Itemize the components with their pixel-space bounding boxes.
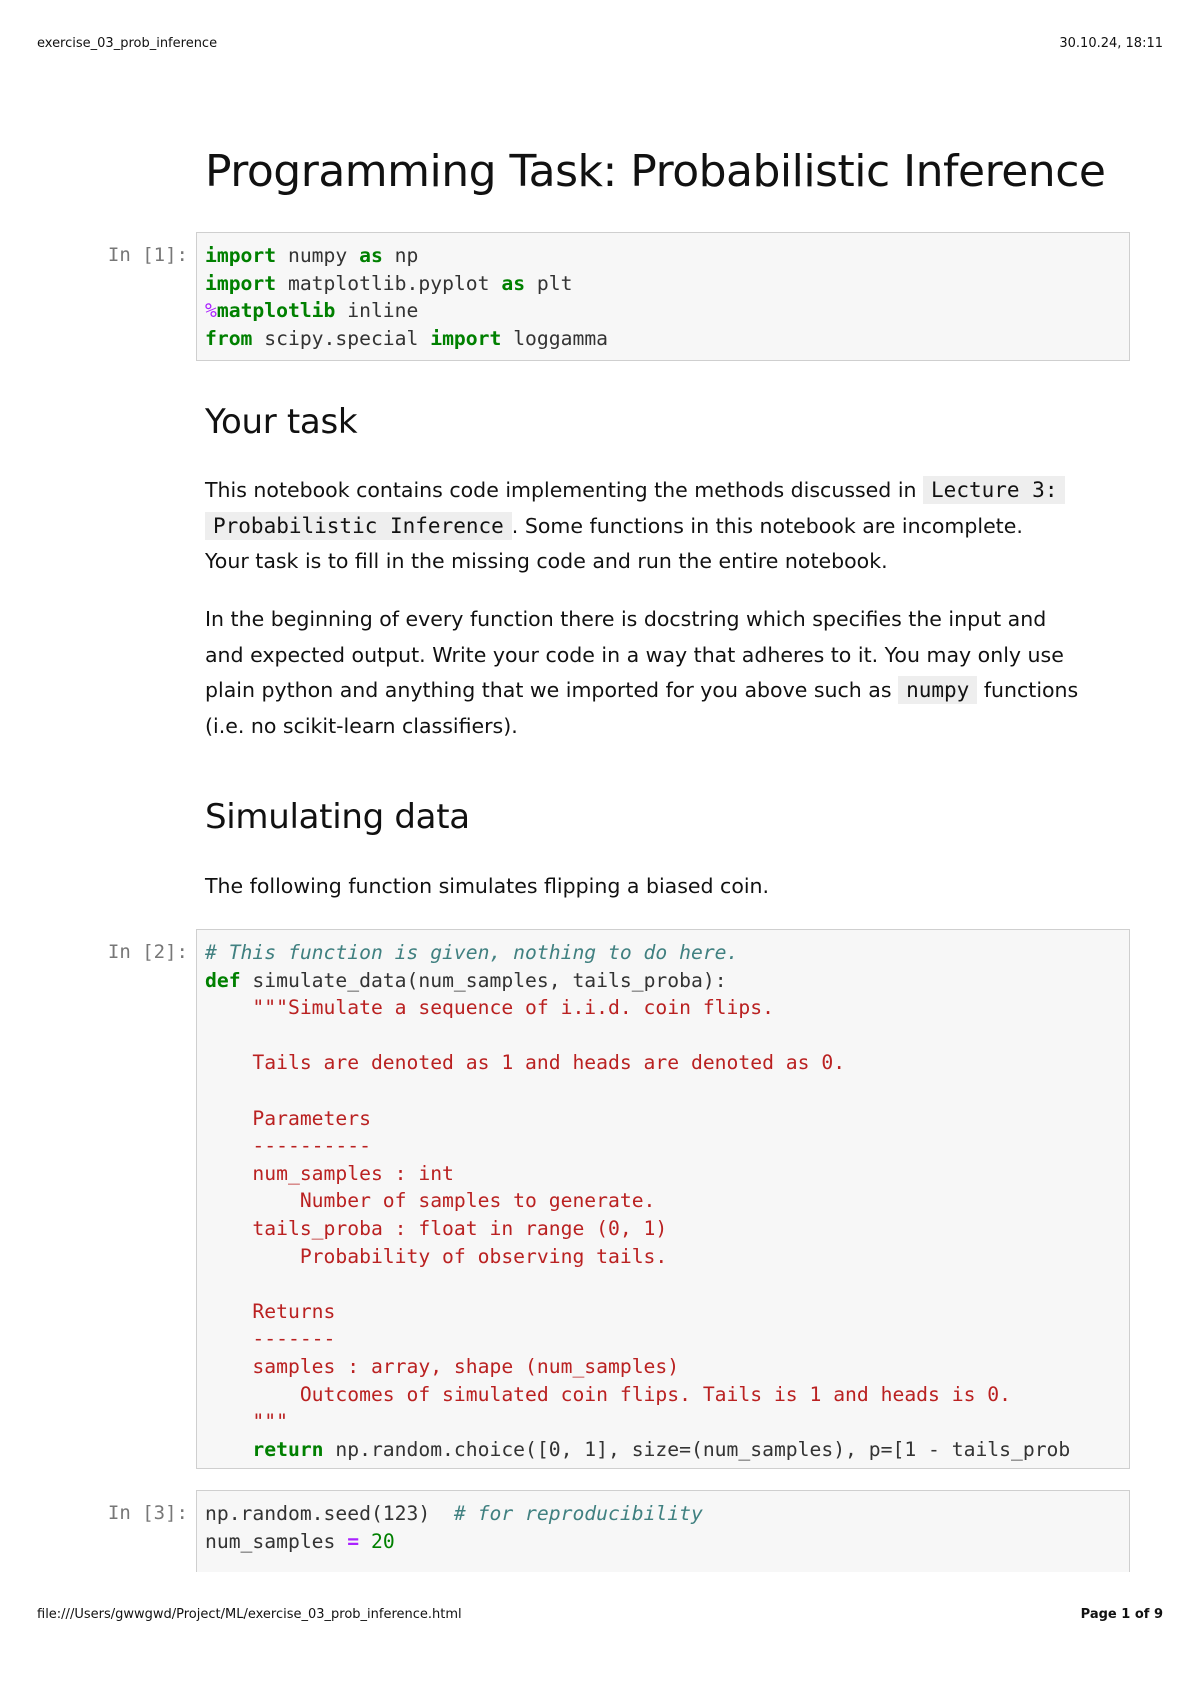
task-paragraph-2 (205, 602, 1105, 744)
code-text: inline (335, 299, 419, 323)
text: (i.e. no scikit-learn classifiers). (205, 713, 518, 738)
kw: from (205, 326, 253, 350)
code-text: numpy (276, 244, 360, 267)
code-comment: # This function is given, nothing to do here. (205, 941, 739, 964)
code-text: np.random.seed(123) (205, 1502, 431, 1525)
docstring-line: ------- (205, 1327, 336, 1351)
code-text: num_samples (205, 1529, 348, 1553)
task-paragraph-1 (205, 473, 1105, 580)
text: functions (977, 678, 1079, 702)
magic-name: matplotlib (216, 299, 336, 323)
kw: return (205, 1437, 324, 1461)
heading-simulating-data: Simulating data (205, 797, 470, 837)
docstring-line: Outcomes of simulated coin flips. Tails is 1 and heads is 0. (205, 1382, 1011, 1406)
text: . Some functions in this notebook are incomplete. (511, 513, 1023, 538)
print-header-filename: exercise_03_prob_inference (37, 36, 218, 51)
cell-prompt-2: In [2]: (107, 941, 188, 963)
cell-prompt-3: In [3]: (107, 1502, 188, 1524)
docstring-line: """ (205, 1410, 288, 1434)
inline-code-numpy: numpy (898, 676, 977, 704)
docstring-line: ---------- (205, 1134, 371, 1158)
kw: as (501, 271, 526, 295)
text: plain python and anything that we imported for you above such as (205, 678, 899, 702)
number: 20 (359, 1529, 395, 1553)
print-header (37, 36, 1163, 51)
docstring-line: Probability of observing tails. (205, 1244, 668, 1268)
docstring-line: Number of samples to generate. (205, 1189, 656, 1213)
docstring-line: samples : array, shape (num_samples) (205, 1354, 680, 1378)
docstring-line: tails_proba : float in range (0, 1) (205, 1216, 668, 1240)
code-cell-2[interactable] (196, 929, 1130, 1469)
print-footer-path: file:///Users/gwwgwd/Project/ML/exercise_03_prob_inference.html (37, 1607, 462, 1622)
return-expression: np.random.choice([0, 1], size=(num_samples), p=[1 - tails_prob (323, 1437, 1071, 1461)
code-block-2 (197, 930, 1129, 1463)
code-text: matplotlib.pyplot (276, 271, 502, 295)
kw: import (430, 326, 502, 350)
docstring-line: """Simulate a sequence of i.i.d. coin flips. (205, 996, 774, 1020)
docstring-line: Tails are denoted as 1 and heads are denoted as 0. (205, 1051, 846, 1075)
kw: as (359, 244, 383, 267)
page-number: Page 1 of 9 (1080, 1607, 1163, 1622)
kw: def (205, 968, 241, 992)
inline-code-topic: Probabilistic Inference (205, 512, 512, 540)
code-comment: # for reproducibility (430, 1502, 703, 1525)
text: Your task is to fill in the missing code and run the entire notebook. (205, 549, 888, 573)
code-text: np (382, 244, 419, 267)
print-footer (37, 1607, 1163, 1622)
sim-paragraph: The following function simulates flipping a biased coin. (205, 874, 770, 898)
docstring-line: Parameters (205, 1106, 371, 1130)
cell-prompt-1: In [1]: (107, 244, 188, 266)
print-header-datetime: 30.10.24, 18:11 (1059, 36, 1163, 51)
code-text: scipy.special (252, 326, 431, 350)
operator: = (347, 1529, 360, 1553)
inline-code-lecture: Lecture 3: (923, 476, 1065, 504)
text: This notebook contains code implementing the methods discussed in (205, 478, 924, 502)
magic-sign: % (205, 299, 217, 323)
code-block-3 (197, 1491, 1129, 1555)
function-args: (num_samples, tails_proba): (406, 968, 727, 992)
code-cell-1[interactable] (196, 232, 1130, 361)
docstring-line: num_samples : int (205, 1161, 454, 1185)
code-text: loggamma (501, 326, 609, 350)
text: In the beginning of every function there is docstring which specifies the input and (205, 607, 1047, 631)
kw: import (205, 271, 277, 295)
function-name: simulate_data (240, 968, 407, 992)
heading-your-task: Your task (205, 402, 358, 442)
docstring-line: Returns (205, 1299, 336, 1323)
code-text: plt (525, 271, 573, 295)
text: and expected output. Write your code in a way that adheres to it. You may only use (205, 642, 1064, 667)
page-title: Programming Task: Probabilistic Inference (205, 146, 1106, 197)
code-block-1 (197, 233, 1129, 352)
kw: import (205, 244, 277, 267)
code-cell-3[interactable] (196, 1490, 1130, 1572)
